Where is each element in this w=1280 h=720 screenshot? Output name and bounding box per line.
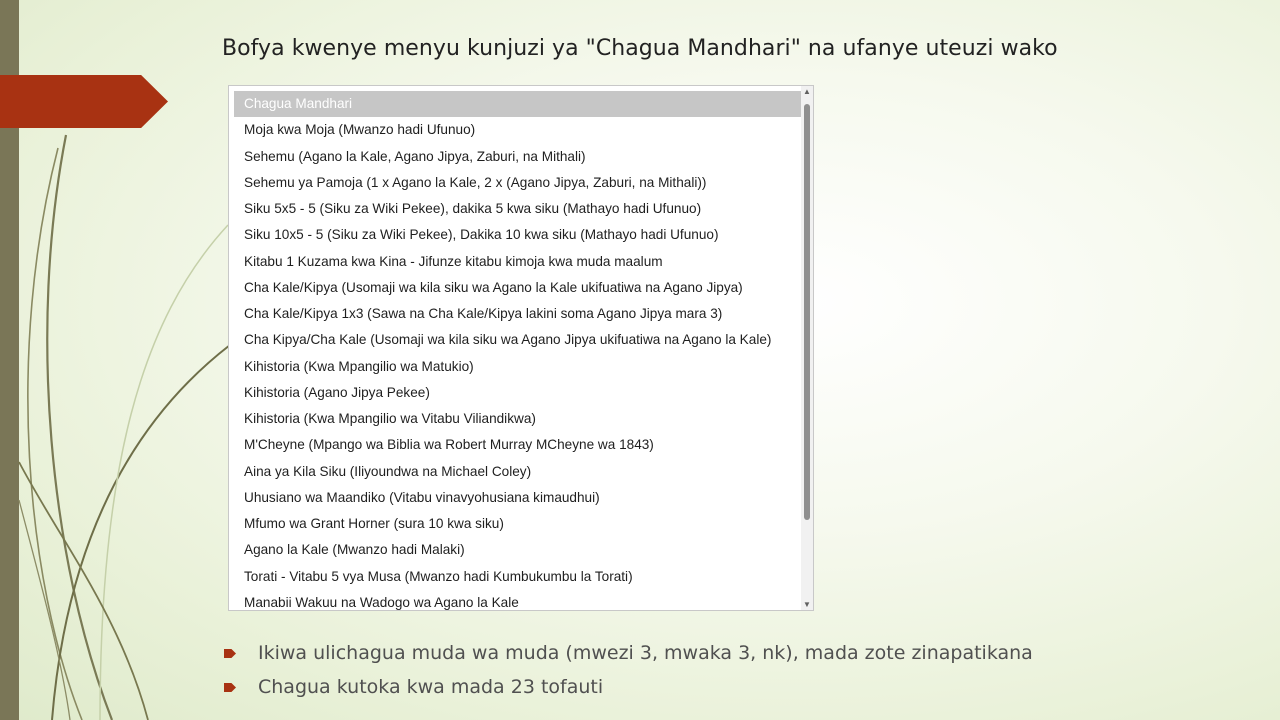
bullet-text: Ikiwa ulichagua muda wa muda (mwezi 3, mwaka 3, nk), mada zote zinapatikana bbox=[258, 642, 1033, 664]
dropdown-options bbox=[234, 91, 802, 611]
arrow-bullet-icon bbox=[224, 683, 236, 692]
dropdown-option[interactable]: Torati - Vitabu 5 vya Musa (Mwanzo hadi Kumbukumbu la Torati) bbox=[244, 568, 633, 584]
dropdown-option[interactable]: Cha Kipya/Cha Kale (Usomaji wa kila siku wa Agano Jipya ukifuatiwa na Agano la Kale) bbox=[244, 332, 772, 348]
scroll-thumb[interactable] bbox=[804, 104, 810, 520]
bullet-text: Chagua kutoka kwa mada 23 tofauti bbox=[258, 676, 604, 698]
scroll-down-icon[interactable]: ▼ bbox=[803, 600, 811, 609]
slide-title: Bofya kwenye menyu kunjuzi ya "Chagua Mandhari" na ufanye uteuzi wako bbox=[222, 36, 1058, 61]
dropdown-option[interactable]: Moja kwa Moja (Mwanzo hadi Ufunuo) bbox=[244, 122, 476, 138]
dropdown-option[interactable]: Sehemu ya Pamoja (1 x Agano la Kale, 2 x (Agano Jipya, Zaburi, na Mithali)) bbox=[244, 174, 707, 190]
dropdown-option[interactable]: Aina ya Kila Siku (Iliyoundwa na Michael Coley) bbox=[244, 463, 532, 479]
dropdown-scrollbar[interactable] bbox=[801, 86, 813, 610]
dropdown-option[interactable]: Cha Kale/Kipya 1x3 (Sawa na Cha Kale/Kipya lakini soma Agano Jipya mara 3) bbox=[244, 306, 723, 321]
bullet-item bbox=[222, 640, 1033, 674]
dropdown-option[interactable]: Manabii Wakuu na Wadogo wa Agano la Kale bbox=[244, 594, 519, 610]
dropdown-option[interactable]: Kihistoria (Kwa Mpangilio wa Matukio) bbox=[244, 358, 474, 374]
arrow-bullet-icon bbox=[224, 649, 236, 658]
theme-dropdown-list[interactable] bbox=[228, 85, 814, 611]
dropdown-option[interactable]: M'Cheyne (Mpango wa Biblia wa Robert Murray MCheyne wa 1843) bbox=[244, 437, 654, 453]
bullet-list bbox=[222, 640, 1033, 708]
dropdown-option[interactable]: Agano la Kale (Mwanzo hadi Malaki) bbox=[244, 542, 465, 558]
dropdown-option[interactable]: Uhusiano wa Maandiko (Vitabu vinavyohusiana kimaudhui) bbox=[244, 489, 600, 505]
scroll-up-icon[interactable]: ▲ bbox=[803, 87, 811, 96]
dropdown-option[interactable]: Kitabu 1 Kuzama kwa Kina - Jifunze kitabu kimoja kwa muda maalum bbox=[244, 253, 663, 269]
dropdown-option[interactable]: Siku 5x5 - 5 (Siku za Wiki Pekee), dakika 5 kwa siku (Mathayo hadi Ufunuo) bbox=[244, 201, 702, 216]
dropdown-option[interactable]: Cha Kale/Kipya (Usomaji wa kila siku wa Agano la Kale ukifuatiwa na Agano Jipya) bbox=[244, 279, 743, 295]
decorative-swooshes bbox=[0, 0, 240, 720]
dropdown-option[interactable]: Siku 10x5 - 5 (Siku za Wiki Pekee), Dakika 10 kwa siku (Mathayo hadi Ufunuo) bbox=[244, 227, 719, 243]
dropdown-option[interactable]: Kihistoria (Agano Jipya Pekee) bbox=[244, 384, 430, 400]
dropdown-option[interactable]: Kihistoria (Kwa Mpangilio wa Vitabu Viliandikwa) bbox=[244, 411, 536, 426]
dropdown-option[interactable]: Sehemu (Agano la Kale, Agano Jipya, Zaburi, na Mithali) bbox=[244, 148, 586, 164]
dropdown-option[interactable]: Mfumo wa Grant Horner (sura 10 kwa siku) bbox=[244, 516, 504, 531]
bullet-item bbox=[222, 674, 1033, 708]
dropdown-option-selected[interactable]: Chagua Mandhari bbox=[234, 91, 802, 117]
